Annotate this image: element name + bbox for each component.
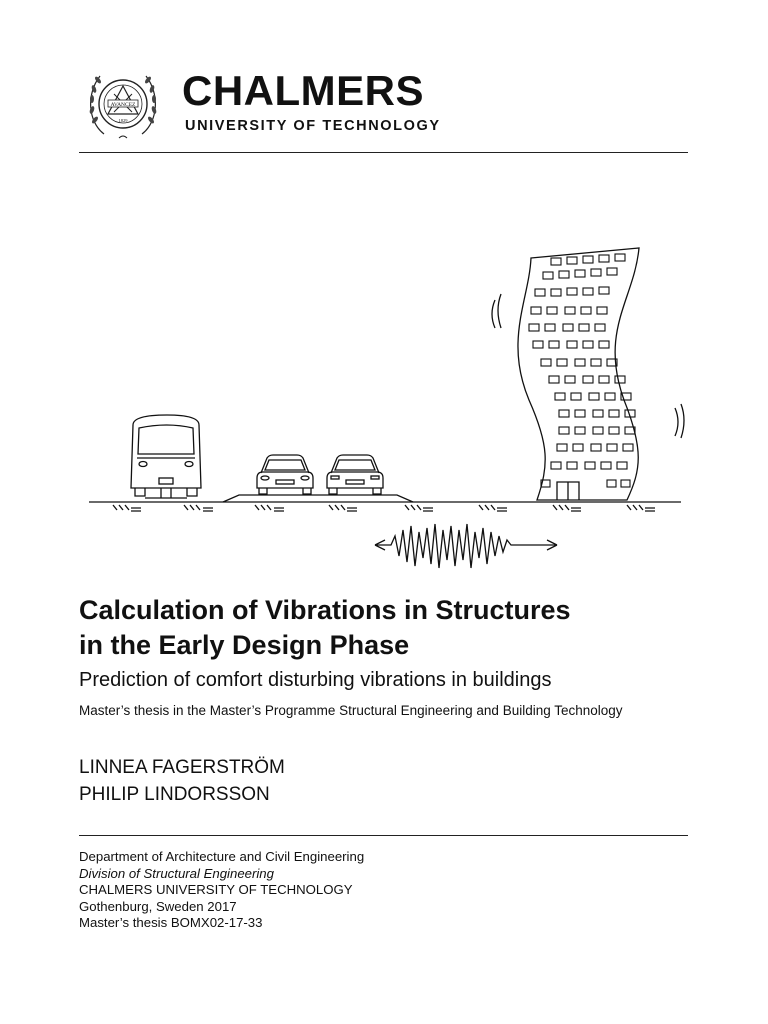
footer-rule <box>79 835 688 836</box>
title-line-2: in the Early Design Phase <box>79 630 410 660</box>
tram-icon <box>131 415 201 498</box>
ground-vibration-wave-icon <box>375 524 557 568</box>
seal-year: 1829 <box>118 118 128 123</box>
university: CHALMERS UNIVERSITY OF TECHNOLOGY <box>79 882 353 897</box>
swaying-building-icon <box>492 248 684 500</box>
car-icon <box>327 455 383 494</box>
car-icon <box>257 455 313 494</box>
division: Division of Structural Engineering <box>79 865 274 881</box>
thesis-number: Master’s thesis BOMX02-17-33 <box>79 915 263 930</box>
author-2: PHILIP LINDORSSON <box>79 784 270 805</box>
thesis-subtitle: Prediction of comfort disturbing vibrations in buildings <box>79 669 552 691</box>
chalmers-seal-icon <box>86 64 160 142</box>
road-surface <box>223 495 413 502</box>
programme-line: Master’s thesis in the Master’s Programme Structural Engineering and Building Technology <box>79 703 623 718</box>
logo-wordmark: CHALMERS <box>182 67 424 114</box>
location: Gothenburg, Sweden 2017 <box>79 898 237 914</box>
thesis-title <box>79 593 719 663</box>
department: Department of Architecture and Civil Engineering <box>79 849 365 864</box>
ground-hatching <box>113 505 655 511</box>
cover-illustration <box>79 240 689 580</box>
institution-info <box>79 849 364 932</box>
seal-motto: AVANCEZ <box>110 102 136 108</box>
author-1: LINNEA FAGERSTRÖM <box>79 757 285 778</box>
logo-subtitle: UNIVERSITY OF TECHNOLOGY <box>185 118 441 134</box>
header-rule <box>79 152 688 153</box>
title-line-1: Calculation of Vibrations in Structures <box>79 595 571 625</box>
